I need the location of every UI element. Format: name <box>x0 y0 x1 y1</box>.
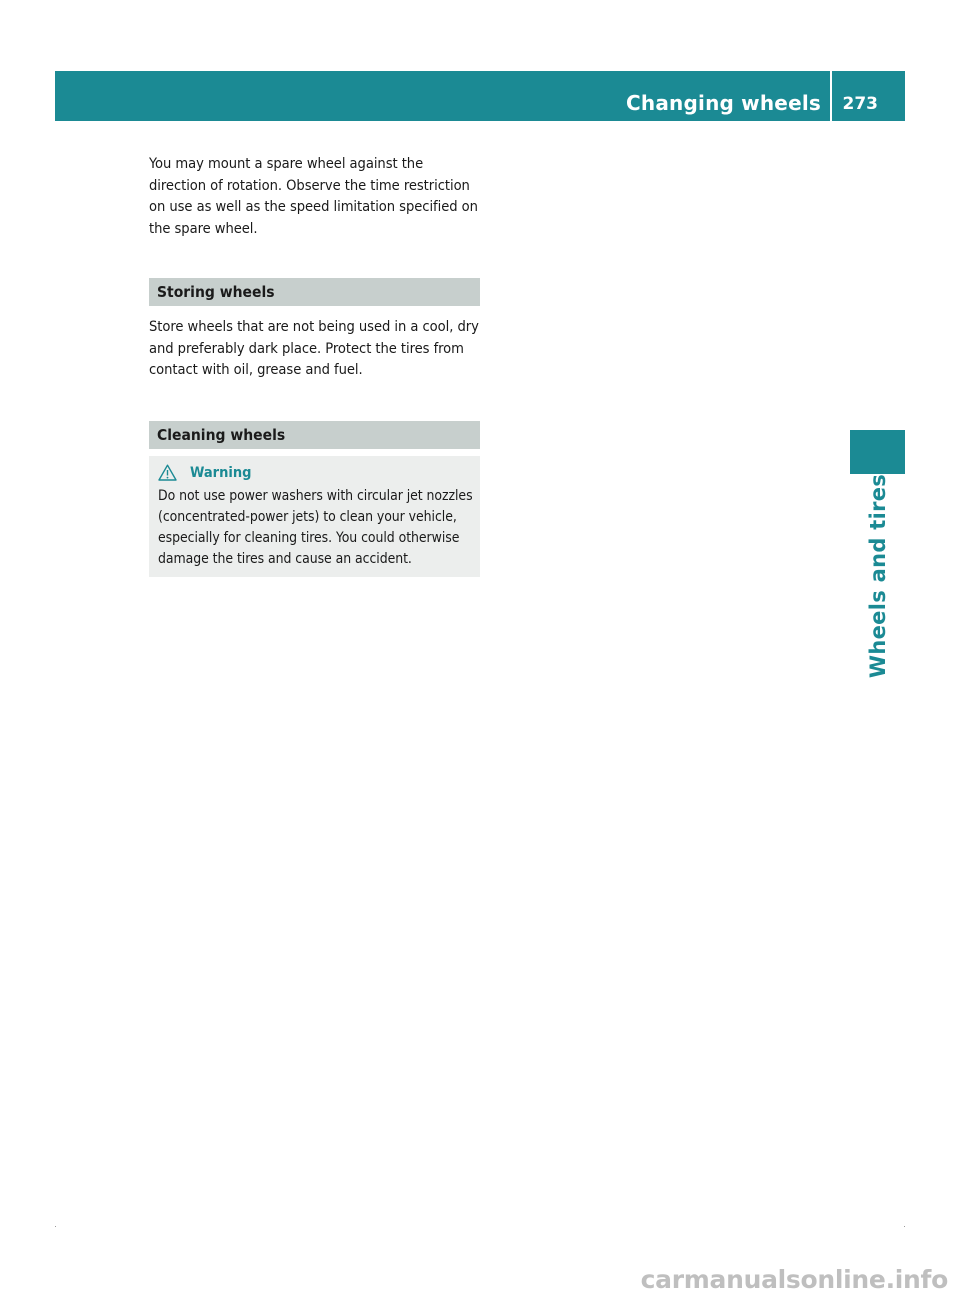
crop-mark <box>904 1226 905 1227</box>
header-divider <box>830 71 832 121</box>
intro-paragraph: You may mount a spare wheel against the direction of rotation. Observe the time restriction on use as well as the speed limitation specified on the spare wheel. <box>149 155 478 237</box>
warning-triangle-icon <box>158 464 177 481</box>
crop-mark <box>55 1226 56 1227</box>
section-heading-storing-wheels: Storing wheels <box>149 278 480 306</box>
warning-header <box>158 462 474 484</box>
storing-wheels-paragraph: Store wheels that are not being used in a cool, dry and preferably dark place. Protect the tires from contact with oil, grease and fuel. <box>149 318 479 378</box>
warning-text: Do not use power washers with circular jet nozzles (concentrated-power jets) to clean your vehicle, especially for cleaning tires. You could otherwise damage the tires and cause an accident. <box>158 487 473 568</box>
warning-label: Warning <box>190 464 252 481</box>
section-heading-cleaning-wheels: Cleaning wheels <box>149 421 480 449</box>
main-content <box>149 153 480 577</box>
watermark-text: carmanualsonline.info <box>640 1265 948 1294</box>
side-tab-label: Wheels and tires <box>866 473 890 679</box>
header-bar <box>55 71 905 121</box>
page-title: Changing wheels <box>626 91 821 115</box>
side-tab-marker <box>850 430 905 474</box>
page-number: 273 <box>842 94 878 114</box>
warning-box <box>149 456 480 577</box>
